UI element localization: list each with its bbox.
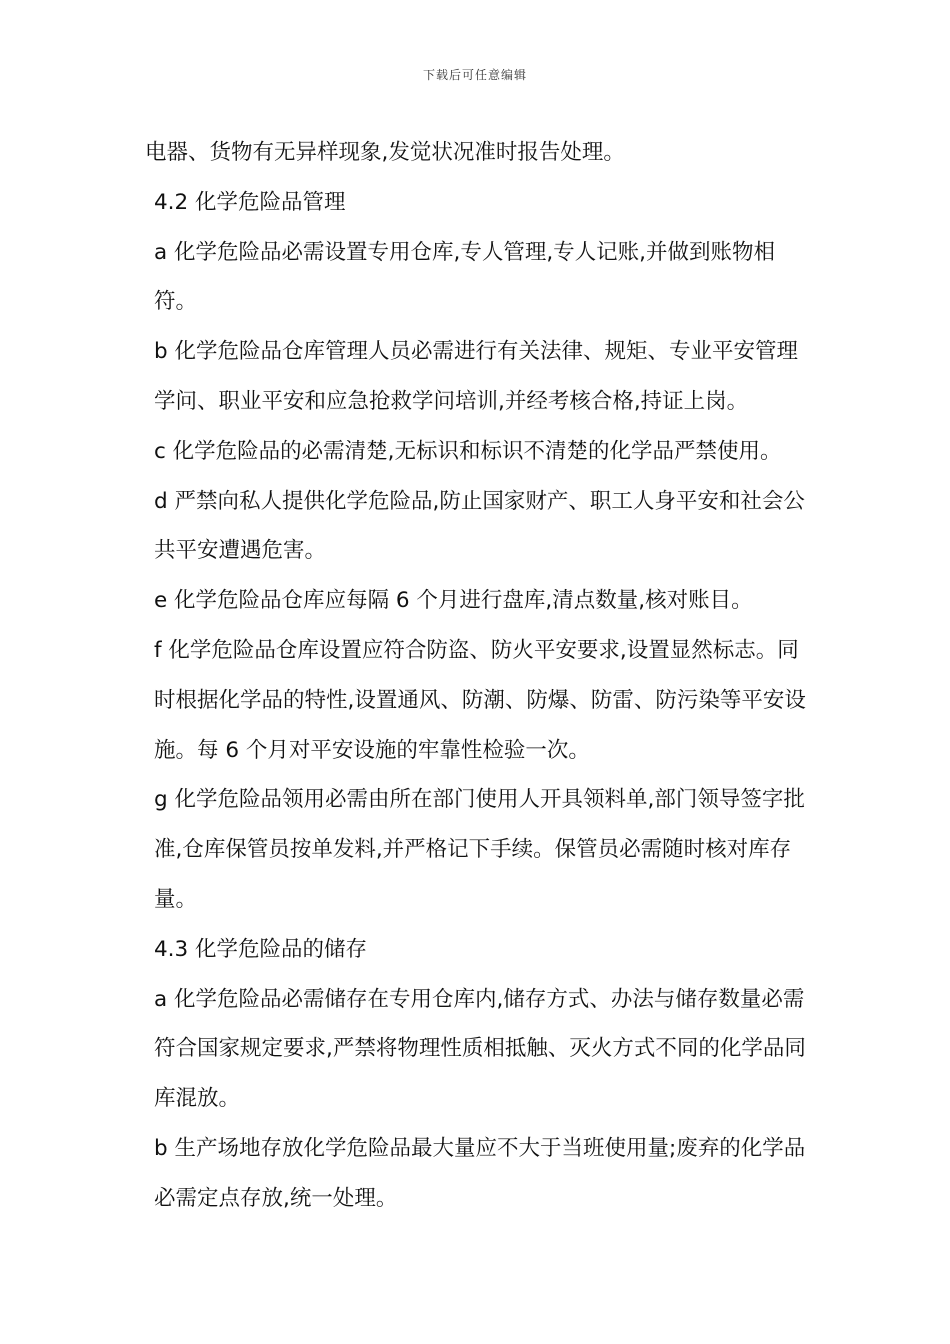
- list-item-b-storage: b 生产场地存放化学危险品最大量应不大于当班使用量;废弃的化学品必需定点存放,统一处理。: [154, 1135, 806, 1211]
- section-heading-4-2: 4.2 化学危险品管理: [154, 189, 346, 215]
- list-item-d: d 严禁向私人提供化学危险品,防止国家财产、职工人身平安和社会公共平安遭遇危害。: [154, 488, 805, 564]
- list-item-a: a 化学危险品必需设置专用仓库,专人管理,专人记账,并做到账物相符。: [154, 239, 776, 315]
- document-body: [145, 128, 810, 1224]
- section-heading-4-3: 4.3 化学危险品的储存: [154, 936, 368, 962]
- page-header: 下载后可任意编辑: [422, 68, 527, 82]
- list-item-g: g 化学危险品领用必需由所在部门使用人开具领料单,部门领导签字批准,仓库保管员按单发料,并严格记下手续。保管员必需随时核对库存量。: [154, 787, 805, 912]
- list-item-f: f 化学危险品仓库设置应符合防盗、防火平安要求,设置显然标志。同时根据化学品的特性,设置通风、防潮、防爆、防雷、防污染等平安设施。每 6 个月对平安设施的牢靠性检验一次。: [154, 637, 806, 763]
- list-item-c: c 化学危险品的必需清楚,无标识和标识不清楚的化学品严禁使用。: [154, 438, 782, 464]
- list-item-a-storage: a 化学危险品必需储存在专用仓库内,储存方式、办法与储存数量必需符合国家规定要求,严禁将物理性质相抵触、灭火方式不同的化学品同库混放。: [154, 986, 806, 1112]
- paragraph-continuation: 电器、货物有无异样现象,发觉状况准时报告处理。: [145, 140, 625, 165]
- list-item-e: e 化学危险品仓库应每隔 6 个月进行盘库,清点数量,核对账目。: [154, 588, 753, 614]
- list-item-b: b 化学危险品仓库管理人员必需进行有关法律、规矩、专业平安管理学问、职业平安和应急抢救学问培训,并经考核合格,持证上岗。: [154, 339, 798, 414]
